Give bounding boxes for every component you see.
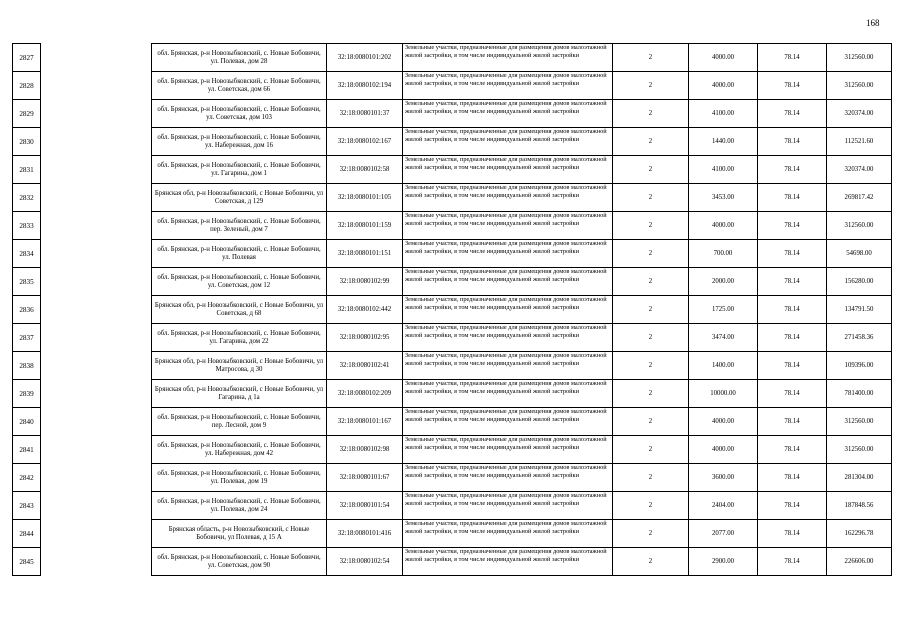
row-number-row: [13, 240, 41, 268]
rate-cell: 78.14: [758, 492, 827, 520]
row-number: 2840: [13, 408, 41, 436]
rate-cell: 78.14: [758, 44, 827, 72]
address-cell: обл. Брянская, р-н Новозыбковский, с. Новые Бобовичи, ул. Набережная, дом 42: [152, 436, 327, 464]
area-cell: 2404.00: [689, 492, 758, 520]
category-cell: 2: [613, 548, 689, 576]
rate-cell: 78.14: [758, 100, 827, 128]
row-number-row: [13, 184, 41, 212]
address-cell: Брянская обл, р-н Новозыбковский, с Новые Бобовичи, ул Советская, д 68: [152, 296, 327, 324]
rate-cell: 78.14: [758, 520, 827, 548]
category-cell: 2: [613, 352, 689, 380]
category-cell: 2: [613, 128, 689, 156]
row-number-row: [13, 156, 41, 184]
row-number: 2829: [13, 100, 41, 128]
rate-cell: 78.14: [758, 212, 827, 240]
address-cell: Брянская обл, р-н Новозыбковский, с Новые Бобовичи, ул Матросова, д 30: [152, 352, 327, 380]
row-number: 2833: [13, 212, 41, 240]
rate-cell: 78.14: [758, 324, 827, 352]
cadastral-number-cell: 32:18:0080102:167: [327, 128, 403, 156]
rate-cell: 78.14: [758, 72, 827, 100]
land-purpose-cell: Земельные участки, предназначенные для размещения домов малоэтажной жилой застройки, в том числе индивидуальной жилой застройки: [403, 72, 613, 100]
category-cell: 2: [613, 212, 689, 240]
cadastral-number-cell: 32:18:0080102:41: [327, 352, 403, 380]
cadastral-number-cell: 32:18:0080101:54: [327, 492, 403, 520]
area-cell: 4100.00: [689, 100, 758, 128]
row-number-row: [13, 128, 41, 156]
area-cell: 4000.00: [689, 44, 758, 72]
category-cell: 2: [613, 72, 689, 100]
area-cell: 3474.00: [689, 324, 758, 352]
cadastral-number-cell: 32:18:0080101:37: [327, 100, 403, 128]
row-number: 2831: [13, 156, 41, 184]
row-number-column: [12, 43, 41, 576]
area-cell: 10000.00: [689, 380, 758, 408]
land-purpose-cell: Земельные участки, предназначенные для размещения домов малоэтажной жилой застройки, в том числе индивидуальной жилой застройки: [403, 436, 613, 464]
row-number: 2844: [13, 520, 41, 548]
address-cell: Брянская обл, р-н Новозыбковский, с Новые Бобовичи, ул Советская, д 129: [152, 184, 327, 212]
category-cell: 2: [613, 100, 689, 128]
row-number: 2838: [13, 352, 41, 380]
cadastral-value-cell: 271458.36: [827, 324, 892, 352]
table-row: [152, 296, 892, 324]
row-number-row: [13, 296, 41, 324]
category-cell: 2: [613, 156, 689, 184]
row-number: 2836: [13, 296, 41, 324]
row-number: 2843: [13, 492, 41, 520]
row-number-row: [13, 212, 41, 240]
row-number: 2828: [13, 72, 41, 100]
row-number-row: [13, 380, 41, 408]
land-purpose-cell: Земельные участки, предназначенные для размещения домов малоэтажной жилой застройки, в том числе индивидуальной жилой застройки: [403, 100, 613, 128]
area-cell: 4000.00: [689, 212, 758, 240]
rate-cell: 78.14: [758, 296, 827, 324]
address-cell: обл. Брянская, р-н Новозыбковский, с. Новые Бобовичи, ул. Советская, дом 66: [152, 72, 327, 100]
category-cell: 2: [613, 324, 689, 352]
land-purpose-cell: Земельные участки, предназначенные для размещения домов малоэтажной жилой застройки, в том числе индивидуальной жилой застройки: [403, 240, 613, 268]
land-purpose-cell: Земельные участки, предназначенные для размещения домов малоэтажной жилой застройки, в том числе индивидуальной жилой застройки: [403, 380, 613, 408]
table-row: [152, 72, 892, 100]
category-cell: 2: [613, 464, 689, 492]
table-row: [152, 520, 892, 548]
table-row: [152, 492, 892, 520]
cadastral-value-cell: 54698.00: [827, 240, 892, 268]
row-number: 2834: [13, 240, 41, 268]
cadastral-value-cell: 312560.00: [827, 212, 892, 240]
area-cell: 1725.00: [689, 296, 758, 324]
table-row: [152, 548, 892, 576]
row-number-row: [13, 72, 41, 100]
cadastral-value-cell: 281304.00: [827, 464, 892, 492]
rate-cell: 78.14: [758, 464, 827, 492]
cadastral-value-cell: 312560.00: [827, 408, 892, 436]
category-cell: 2: [613, 296, 689, 324]
row-number: 2841: [13, 436, 41, 464]
area-cell: 4100.00: [689, 156, 758, 184]
cadastral-number-cell: 32:18:0080102:99: [327, 268, 403, 296]
address-cell: обл. Брянская, р-н Новозыбковский, с. Новые Бобовичи, ул. Советская, дом 103: [152, 100, 327, 128]
land-purpose-cell: Земельные участки, предназначенные для размещения домов малоэтажной жилой застройки, в том числе индивидуальной жилой застройки: [403, 156, 613, 184]
cadastral-number-cell: 32:18:0080101:105: [327, 184, 403, 212]
address-cell: обл. Брянская, р-н Новозыбковский, с. Новые Бобовичи, ул. Набережная, дом 16: [152, 128, 327, 156]
rate-cell: 78.14: [758, 128, 827, 156]
cadastral-value-cell: 781400.00: [827, 380, 892, 408]
area-cell: 3600.00: [689, 464, 758, 492]
cadastral-number-cell: 32:18:0080101:202: [327, 44, 403, 72]
area-cell: 2077.00: [689, 520, 758, 548]
cadastral-value-cell: 312560.00: [827, 436, 892, 464]
address-cell: Брянская обл, р-н Новозыбковский, с Новые Бобовичи, ул Гагарина, д 1а: [152, 380, 327, 408]
land-purpose-cell: Земельные участки, предназначенные для размещения домов малоэтажной жилой застройки, в том числе индивидуальной жилой застройки: [403, 268, 613, 296]
address-cell: обл. Брянская, р-н Новозыбковский, с. Новые Бобовичи, пер. Зеленый, дом 7: [152, 212, 327, 240]
land-purpose-cell: Земельные участки, предназначенные для размещения домов малоэтажной жилой застройки, в том числе индивидуальной жилой застройки: [403, 520, 613, 548]
land-purpose-cell: Земельные участки, предназначенные для размещения домов малоэтажной жилой застройки, в том числе индивидуальной жилой застройки: [403, 324, 613, 352]
address-cell: обл. Брянская, р-н Новозыбковский, с. Новые Бобовичи, пер. Лесной, дом 9: [152, 408, 327, 436]
row-number-row: [13, 520, 41, 548]
cadastral-number-cell: 32:18:0080102:98: [327, 436, 403, 464]
category-cell: 2: [613, 380, 689, 408]
land-plots-table: [151, 43, 892, 576]
row-number: 2845: [13, 548, 41, 576]
address-cell: обл. Брянская, р-н Новозыбковский, с. Новые Бобовичи, ул. Полевая, дом 19: [152, 464, 327, 492]
table-row: [152, 184, 892, 212]
cadastral-number-cell: 32:18:0080101:416: [327, 520, 403, 548]
cadastral-value-cell: 320374.00: [827, 100, 892, 128]
table-row: [152, 324, 892, 352]
row-number-row: [13, 492, 41, 520]
area-cell: 2900.00: [689, 548, 758, 576]
area-cell: 700.00: [689, 240, 758, 268]
area-cell: 4000.00: [689, 72, 758, 100]
row-number: 2827: [13, 44, 41, 72]
row-number: 2830: [13, 128, 41, 156]
area-cell: 1400.00: [689, 352, 758, 380]
table-row: [152, 212, 892, 240]
category-cell: 2: [613, 268, 689, 296]
cadastral-value-cell: 109396.00: [827, 352, 892, 380]
row-number-row: [13, 268, 41, 296]
row-number-row: [13, 464, 41, 492]
cadastral-number-cell: 32:18:0080102:58: [327, 156, 403, 184]
address-cell: обл. Брянская, р-н Новозыбковский, с. Новые Бобовичи, ул. Советская, дом 90: [152, 548, 327, 576]
rate-cell: 78.14: [758, 352, 827, 380]
address-cell: Брянская область, р-н Новозыбковский, с Новые Бобовичи, ул Полевая, д 15 А: [152, 520, 327, 548]
address-cell: обл. Брянская, р-н Новозыбковский, с. Новые Бобовичи, ул. Полевая, дом 28: [152, 44, 327, 72]
category-cell: 2: [613, 240, 689, 268]
area-cell: 1440.00: [689, 128, 758, 156]
row-number: 2842: [13, 464, 41, 492]
land-purpose-cell: Земельные участки, предназначенные для размещения домов малоэтажной жилой застройки, в том числе индивидуальной жилой застройки: [403, 464, 613, 492]
table-row: [152, 408, 892, 436]
cadastral-value-cell: 134791.50: [827, 296, 892, 324]
category-cell: 2: [613, 436, 689, 464]
row-number: 2837: [13, 324, 41, 352]
land-purpose-cell: Земельные участки, предназначенные для размещения домов малоэтажной жилой застройки, в том числе индивидуальной жилой застройки: [403, 492, 613, 520]
area-cell: 4000.00: [689, 436, 758, 464]
area-cell: 2000.00: [689, 268, 758, 296]
cadastral-number-cell: 32:18:0080101:67: [327, 464, 403, 492]
land-purpose-cell: Земельные участки, предназначенные для размещения домов малоэтажной жилой застройки, в том числе индивидуальной жилой застройки: [403, 212, 613, 240]
row-number-row: [13, 436, 41, 464]
table-row: [152, 240, 892, 268]
rate-cell: 78.14: [758, 436, 827, 464]
table-row: [152, 464, 892, 492]
row-number-row: [13, 352, 41, 380]
table-row: [152, 100, 892, 128]
land-purpose-cell: Земельные участки, предназначенные для размещения домов малоэтажной жилой застройки, в том числе индивидуальной жилой застройки: [403, 44, 613, 72]
cadastral-number-cell: 32:18:0080102:194: [327, 72, 403, 100]
table-row: [152, 352, 892, 380]
land-purpose-cell: Земельные участки, предназначенные для размещения домов малоэтажной жилой застройки, в том числе индивидуальной жилой застройки: [403, 128, 613, 156]
address-cell: обл. Брянская, р-н Новозыбковский, с. Новые Бобовичи, ул. Гагарина, дом 1: [152, 156, 327, 184]
row-number: 2835: [13, 268, 41, 296]
area-cell: 3453.00: [689, 184, 758, 212]
cadastral-value-cell: 312560.00: [827, 72, 892, 100]
rate-cell: 78.14: [758, 240, 827, 268]
cadastral-value-cell: 162296.78: [827, 520, 892, 548]
cadastral-value-cell: 320374.00: [827, 156, 892, 184]
cadastral-number-cell: 32:18:0080101:167: [327, 408, 403, 436]
cadastral-value-cell: 156280.00: [827, 268, 892, 296]
cadastral-value-cell: 312560.00: [827, 44, 892, 72]
row-number-row: [13, 548, 41, 576]
rate-cell: 78.14: [758, 268, 827, 296]
table-row: [152, 380, 892, 408]
table-row: [152, 128, 892, 156]
category-cell: 2: [613, 492, 689, 520]
page-number: 168: [866, 18, 880, 28]
rate-cell: 78.14: [758, 408, 827, 436]
row-number-row: [13, 100, 41, 128]
address-cell: обл. Брянская, р-н Новозыбковский, с. Новые Бобовичи, ул. Советская, дом 12: [152, 268, 327, 296]
land-purpose-cell: Земельные участки, предназначенные для размещения домов малоэтажной жилой застройки, в том числе индивидуальной жилой застройки: [403, 548, 613, 576]
category-cell: 2: [613, 184, 689, 212]
land-purpose-cell: Земельные участки, предназначенные для размещения домов малоэтажной жилой застройки, в том числе индивидуальной жилой застройки: [403, 296, 613, 324]
cadastral-number-cell: 32:18:0080102:54: [327, 548, 403, 576]
row-number-row: [13, 408, 41, 436]
area-cell: 4000.00: [689, 408, 758, 436]
rate-cell: 78.14: [758, 380, 827, 408]
cadastral-value-cell: 187848.56: [827, 492, 892, 520]
cadastral-value-cell: 226606.00: [827, 548, 892, 576]
category-cell: 2: [613, 44, 689, 72]
cadastral-number-cell: 32:18:0080101:151: [327, 240, 403, 268]
category-cell: 2: [613, 408, 689, 436]
cadastral-number-cell: 32:18:0080101:159: [327, 212, 403, 240]
table-row: [152, 156, 892, 184]
cadastral-number-cell: 32:18:0080102:442: [327, 296, 403, 324]
cadastral-value-cell: 112521.60: [827, 128, 892, 156]
land-purpose-cell: Земельные участки, предназначенные для размещения домов малоэтажной жилой застройки, в том числе индивидуальной жилой застройки: [403, 352, 613, 380]
land-purpose-cell: Земельные участки, предназначенные для размещения домов малоэтажной жилой застройки, в том числе индивидуальной жилой застройки: [403, 184, 613, 212]
cadastral-number-cell: 32:18:0080102:95: [327, 324, 403, 352]
table-row: [152, 268, 892, 296]
rate-cell: 78.14: [758, 184, 827, 212]
category-cell: 2: [613, 520, 689, 548]
table-row: [152, 44, 892, 72]
row-number-row: [13, 44, 41, 72]
table-row: [152, 436, 892, 464]
row-number-row: [13, 324, 41, 352]
address-cell: обл. Брянская, р-н Новозыбковский, с. Новые Бобовичи, ул. Полевая: [152, 240, 327, 268]
rate-cell: 78.14: [758, 548, 827, 576]
cadastral-value-cell: 269817.42: [827, 184, 892, 212]
address-cell: обл. Брянская, р-н Новозыбковский, с. Новые Бобовичи, ул. Гагарина, дом 22: [152, 324, 327, 352]
land-purpose-cell: Земельные участки, предназначенные для размещения домов малоэтажной жилой застройки, в том числе индивидуальной жилой застройки: [403, 408, 613, 436]
cadastral-number-cell: 32:18:0080102:209: [327, 380, 403, 408]
rate-cell: 78.14: [758, 156, 827, 184]
row-number: 2839: [13, 380, 41, 408]
row-number: 2832: [13, 184, 41, 212]
address-cell: обл. Брянская, р-н Новозыбковский, с. Новые Бобовичи, ул. Полевая, дом 24: [152, 492, 327, 520]
